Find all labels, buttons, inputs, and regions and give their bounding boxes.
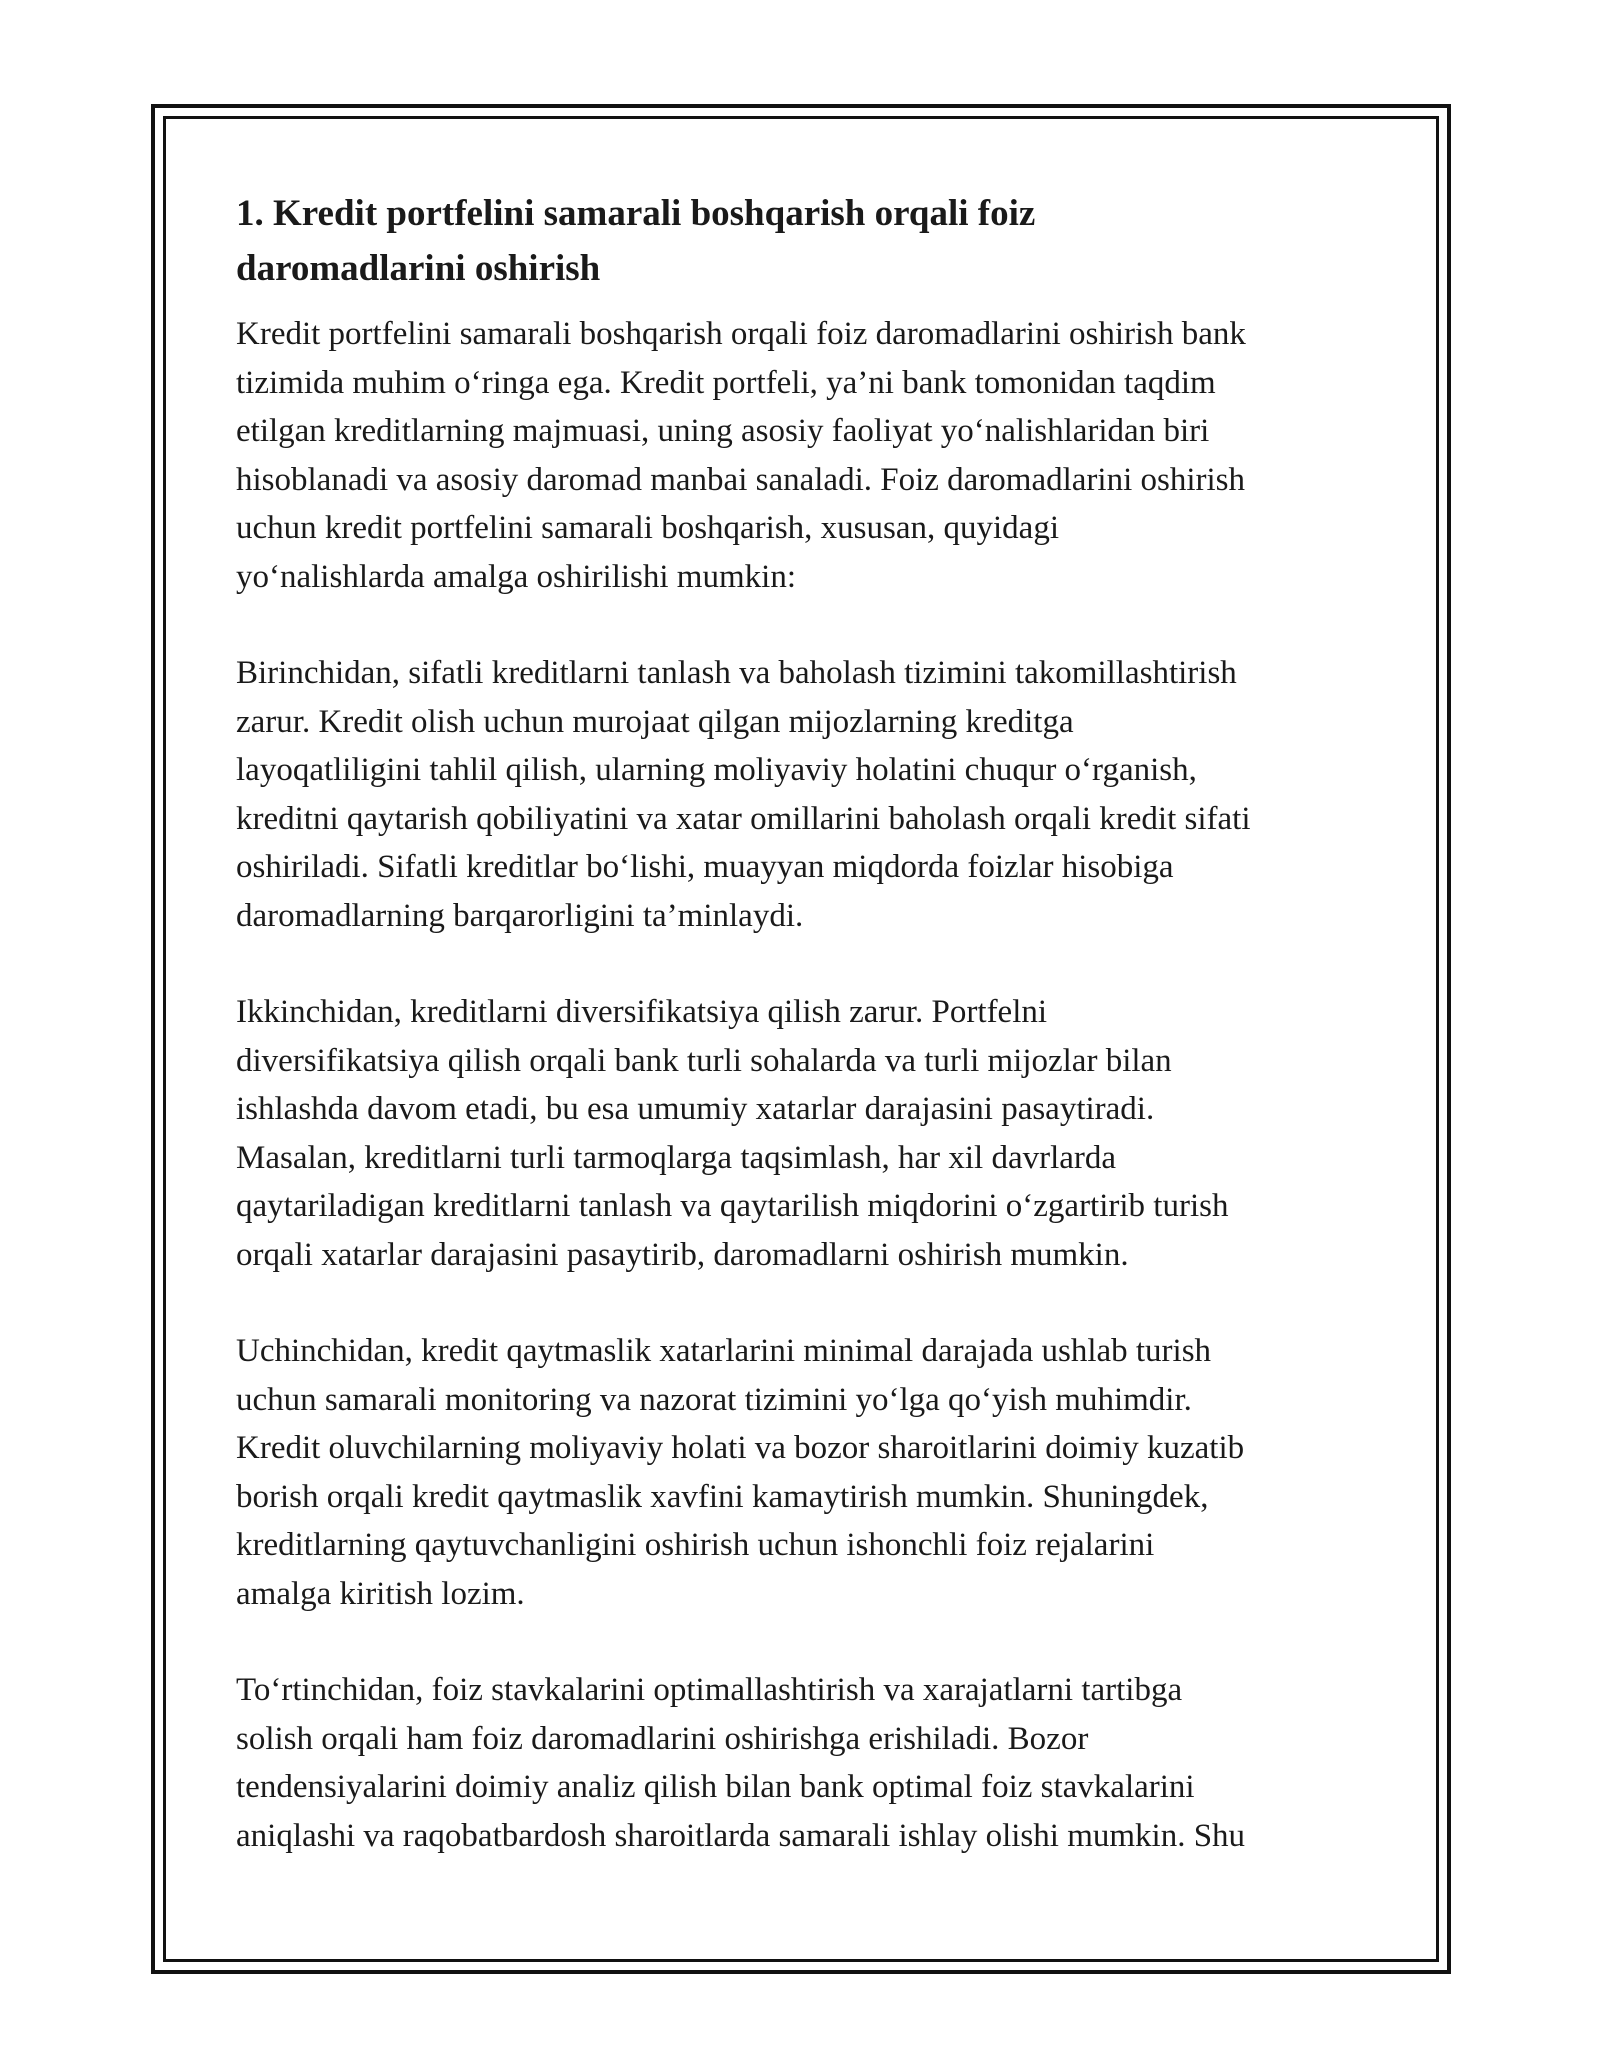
paragraph-third-point: Uchinchidan, kredit qaytmaslik xatarlarini minimal darajada ushlab turish uchun samarali monitoring va nazorat tizimini yo‘lga qo‘yish muhimdir. Kredit oluvchilarning moliyaviy holati va bozor sharoitlarini doimiy kuzatib borish orqali kredit qaytmaslik xavfini kamaytirish mumkin. Shuningdek, kreditlarning qaytuvchanligini oshirish uchun ishonchli foiz rejalarini amalga kiritish lozim. [236, 1333, 1245, 1612]
paragraph-first-point: Birinchidan, sifatli kreditlarni tanlash va baholash tizimini takomillashtirish zarur. Kredit olish uchun murojaat qilgan mijozlarning kreditga layoqatliligini tahlil qilish, ularning moliyaviy holatini chuqur o‘rganish, kreditni qaytarish qobiliyatini va xatar omillarini baholash orqali kredit sifati oshiriladi. Sifatli kreditlar bo‘lishi, muayyan miqdorda foizlar hisobiga daromadlarning barqarorligini ta’minlaydi. [236, 655, 1251, 934]
paragraph-intro: Kredit portfelini samarali boshqarish orqali foiz daromadlarini oshirish bank tizimida muhim o‘ringa ega. Kredit portfeli, ya’ni bank tomonidan taqdim etilgan kreditlarning majmuasi, uning asosiy faoliyat yo‘nalishlaridan biri hisoblanadi va asosiy daromad manbai sanaladi. Foiz daromadlarini oshirish uchun kredit portfelini samarali boshqarish, xususan, quyidagi yo‘nalishlarda amalga oshirilishi mumkin: [236, 316, 1246, 595]
section-heading: 1. Kredit portfelini samarali boshqarish orqali foiz daromadlarini oshirish [236, 193, 1036, 289]
document-body [236, 186, 1386, 1908]
paragraph-second-point: Ikkinchidan, kreditlarni diversifikatsiya qilish zarur. Portfelni diversifikatsiya qilish orqali bank turli sohalarda va turli mijozlar bilan ishlashda davom etadi, bu esa umumiy xatarlar darajasini pasaytiradi. Masalan, kreditlarni turli tarmoqlarga taqsimlash, har xil davrlarda qaytariladigan kreditlarni tanlash va qaytarilish miqdorini o‘zgartirib turish orqali xatarlar darajasini pasaytirib, daromadlarni oshirish mumkin. [236, 994, 1229, 1273]
paragraph-fourth-point: To‘rtinchidan, foiz stavkalarini optimallashtirish va xarajatlarni tartibga solish orqali ham foiz daromadlarini oshirishga erishiladi. Bozor tendensiyalarini doimiy analiz qilish bilan bank optimal foiz stavkalarini aniqlashi va raqobatbardosh sharoitlarda samarali ishlay olishi mumkin. Shu [236, 1672, 1246, 1854]
